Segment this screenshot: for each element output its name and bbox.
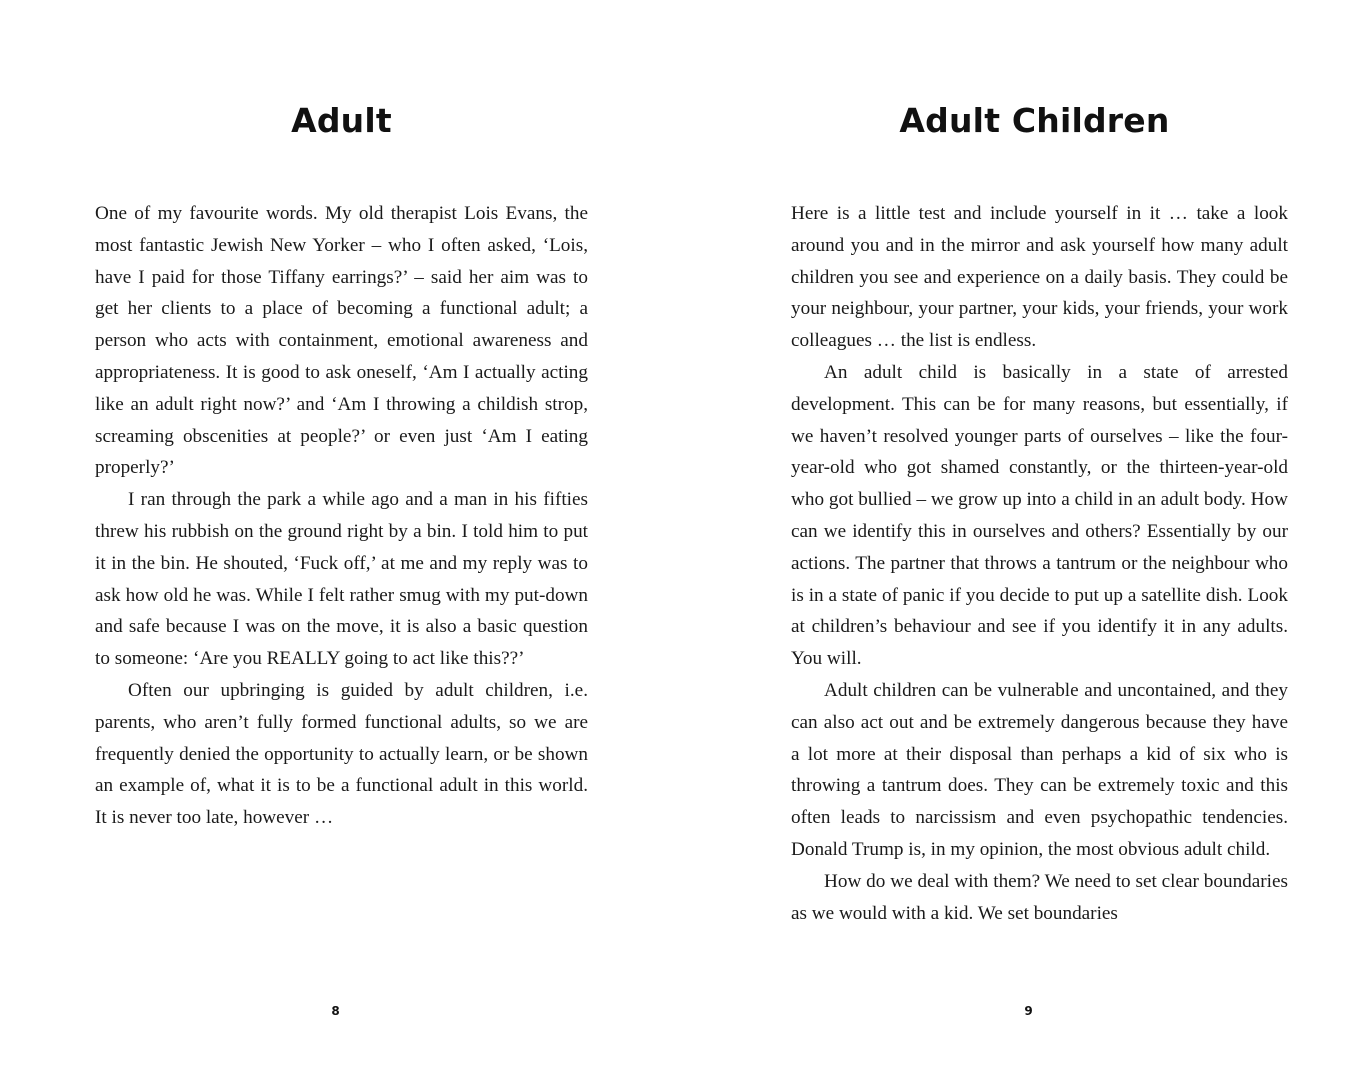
body-paragraph: Often our upbringing is guided by adult children, i.e. parents, who aren’t fully formed functional adults, so we are frequently denied the opportunity to actually learn, or be shown an example of, what it is to be a functional adult in this world. It is never too late, however … bbox=[95, 679, 588, 829]
body-paragraph: One of my favourite words. My old therapist Lois Evans, the most fantastic Jewish New Yorker – who I often asked, ‘Lois, have I paid for those Tiffany earrings?’ – said her aim was to get her clients to a place of becoming a functional adult; a person who acts with containment, emotional awareness and appropriateness. It is good to ask oneself, ‘Am I actually acting like an adult right now?’ and ‘Am I throwing a childish strop, screaming obscenities at people?’ or even just ‘Am I eating properly?’ bbox=[95, 203, 588, 479]
body-paragraph: Adult children can be vulnerable and uncontained, and they can also act out and be extremely dangerous because they have a lot more at their disposal than perhaps a kid of six who is throwing a tantrum does. They can be extremely toxic and this often leads to narcissism and even psychopathic tendencies. Donald Trump is, in my opinion, the most obvious adult child. bbox=[791, 679, 1288, 860]
page-number: 9 bbox=[1024, 1004, 1033, 1018]
entry-title: Adult bbox=[291, 101, 392, 140]
entry-body bbox=[791, 198, 1288, 929]
body-paragraph: How do we deal with them? We need to set clear boundaries as we would with a kid. We set boundaries bbox=[791, 870, 1288, 924]
right-page bbox=[791, 0, 1288, 1080]
entry-body bbox=[95, 198, 588, 834]
body-paragraph: Here is a little test and include yourself in it … take a look around you and in the mirror and ask yourself how many adult children you see and experience on a daily basis. They could be your neighbour, your partner, your kids, your friends, your work colleagues … the list is endless. bbox=[791, 203, 1288, 352]
body-paragraph: An adult child is basically in a state of arrested development. This can be for many reasons, but essentially, if we haven’t resolved younger parts of ourselves – like the four-year-old who got shamed constantly, or the thirteen-year-old who got bullied – we grow up into a child in an adult body. How can we identify this in ourselves and others? Essentially by our actions. The partner that throws a tantrum or the neighbour who is in a state of panic if you decide to put up a satellite dish. Look at children’s behaviour and see if you identify it in any adults. You will. bbox=[791, 361, 1288, 670]
left-page bbox=[95, 0, 588, 1080]
body-paragraph: I ran through the park a while ago and a man in his fifties threw his rubbish on the ground right by a bin. I told him to put it in the bin. He shouted, ‘Fuck off,’ at me and my reply was to ask how old he was. While I felt rather smug with my put-down and safe because I was on the move, it is also a basic question to someone: ‘Are you REALLY going to act like this??’ bbox=[95, 489, 588, 670]
entry-title: Adult Children bbox=[899, 101, 1170, 140]
page-number: 8 bbox=[331, 1004, 340, 1018]
